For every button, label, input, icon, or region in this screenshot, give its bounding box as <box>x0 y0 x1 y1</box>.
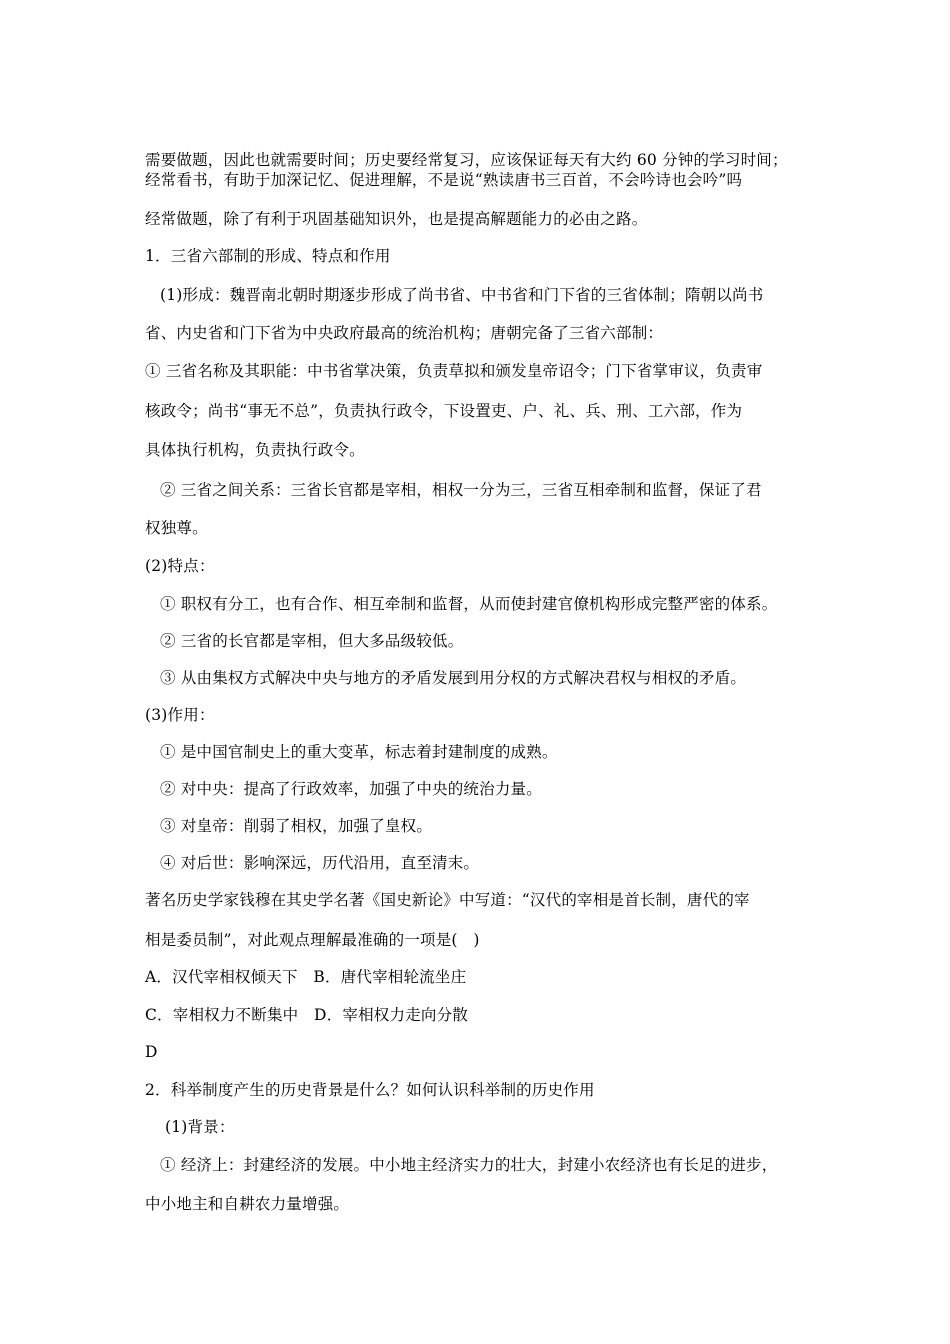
option-line: A．汉代宰相权倾天下 B．唐代宰相轮流坐庄 <box>145 968 467 986</box>
background-point-line: ① 经济上：封建经济的发展。中小地主经济实力的壮大，封建小农经济也有长足的进步， <box>160 1156 778 1174</box>
answer: D <box>145 1043 158 1061</box>
point-2-line: 权独尊。 <box>145 519 208 537</box>
feature-item: ③ 从由集权方式解决中央与地方的矛盾发展到用分权的方式解决君权与相权的矛盾。 <box>160 669 747 687</box>
option-line: C．宰相权力不断集中 D．宰相权力走向分散 <box>145 1006 468 1024</box>
intro-line: 经常做题，除了有利于巩固基础知识外，也是提高解题能力的必由之路。 <box>145 210 648 228</box>
point-1-line: 核政令；尚书“事无不总”，负责执行政令，下设置吏、户、礼、兵、刑、工六部，作为 <box>145 402 743 420</box>
section-1-heading: 1．三省六部制的形成、特点和作用 <box>145 247 391 265</box>
question-line: 著名历史学家钱穆在其史学名著《国史新论》中写道：“汉代的宰相是首长制，唐代的宰 <box>145 891 750 909</box>
feature-item: ② 三省的长官都是宰相，但大多品级较低。 <box>160 632 464 650</box>
effect-item: ③ 对皇帝：削弱了相权，加强了皇权。 <box>160 817 433 835</box>
effects-heading: (3)作用： <box>145 706 215 724</box>
features-heading: (2)特点： <box>145 557 215 575</box>
point-1-line: 具体执行机构，负责执行政令。 <box>145 441 365 459</box>
point-1-line: ① 三省名称及其职能：中书省掌决策，负责草拟和颁发皇帝诏令；门下省掌审议，负责审 <box>145 362 763 380</box>
background-point-line: 中小地主和自耕农力量增强。 <box>145 1195 350 1213</box>
background-heading: (1)背景： <box>165 1118 235 1136</box>
point-2-line: ② 三省之间关系：三省长官都是宰相，相权一分为三，三省互相牵制和监督，保证了君 <box>160 481 762 499</box>
section-2-heading: 2．科举制度产生的历史背景是什么？如何认识科举制的历史作用 <box>145 1081 595 1099</box>
intro-line: 需要做题，因此也就需要时间；历史要经常复习，应该保证每天有大约 60 分钟的学习时间； <box>145 151 788 169</box>
intro-line: 经常看书，有助于加深记忆、促进理解，不是说“熟读唐书三百首，不会吟诗也会吟”吗 <box>145 171 743 189</box>
question-line: 相是委员制”，对此观点理解最准确的一项是( ) <box>145 931 480 949</box>
effect-item: ① 是中国官制史上的重大变革，标志着封建制度的成熟。 <box>160 743 558 761</box>
effect-item: ② 对中央：提高了行政效率，加强了中央的统治力量。 <box>160 780 542 798</box>
feature-item: ① 职权有分工，也有合作、相互牵制和监督，从而使封建官僚机构形成完整严密的体系。 <box>160 595 778 613</box>
effect-item: ④ 对后世：影响深远，历代沿用，直至清末。 <box>160 854 480 872</box>
formation-line: (1)形成：魏晋南北朝时期逐步形成了尚书省、中书省和门下省的三省体制；隋朝以尚书 <box>160 286 764 304</box>
formation-line: 省、内史省和门下省为中央政府最高的统治机构；唐朝完备了三省六部制： <box>145 324 664 342</box>
